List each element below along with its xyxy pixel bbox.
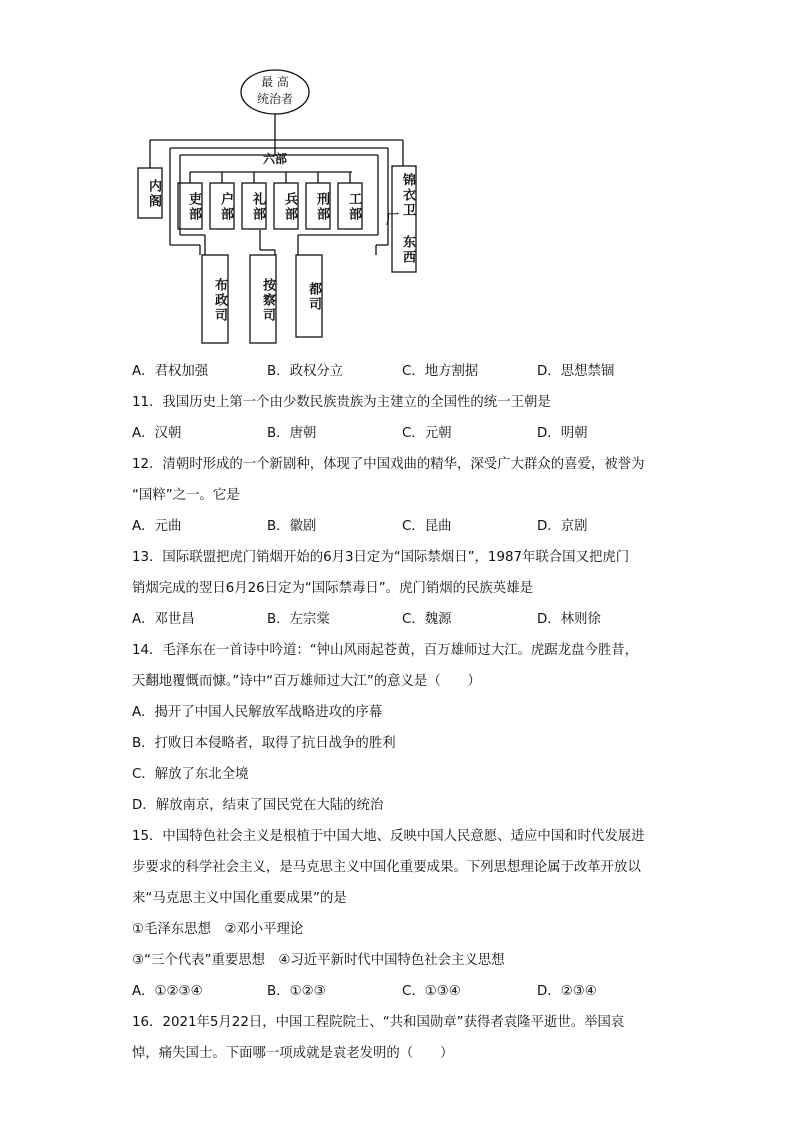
option-c[interactable]: C．昆曲 xyxy=(402,519,452,534)
option-a[interactable]: A．汉朝 xyxy=(132,426,182,441)
option-b[interactable]: B．政权分立 xyxy=(267,364,344,379)
option-c[interactable]: C．地方割据 xyxy=(402,364,479,379)
q15-stem-line: 来“马克思主义中国化重要成果”的是 xyxy=(132,891,347,906)
option-d[interactable]: D．解放南京，结束了国民党在大陆的统治 xyxy=(132,798,384,813)
option-c[interactable]: C．元朝 xyxy=(402,426,452,441)
option-b[interactable]: B．徽剧 xyxy=(267,519,317,534)
option-b[interactable]: B．①②③ xyxy=(267,984,326,999)
q15-items-line: ③“三个代表”重要思想 ④习近平新时代中国特色社会主义思想 xyxy=(132,953,505,968)
q15-stem-line: 步要求的科学社会主义，是马克思主义中国化重要成果。下列思想理论属于改革开放以 xyxy=(132,860,641,875)
q15-stem-line: 15．中国特色社会主义是根植于中国大地、反映中国人民意愿、适应中国和时代发展进 xyxy=(132,829,645,844)
option-b[interactable]: B．打败日本侵略者，取得了抗日战争的胜利 xyxy=(132,736,396,751)
buzhengsi-label: 布政司 xyxy=(212,277,227,323)
option-d[interactable]: D．思想禁锢 xyxy=(537,364,615,379)
ministry-label: 礼部 xyxy=(250,192,265,222)
option-a[interactable]: A．元曲 xyxy=(132,519,182,534)
option-d[interactable]: D．京剧 xyxy=(537,519,588,534)
anchasi-label: 按察司 xyxy=(260,277,275,323)
ministry-label: 刑部 xyxy=(314,192,329,222)
q12-stem-line: “国粹”之一。它是 xyxy=(132,488,240,503)
liubu-label: 六部 xyxy=(262,152,287,166)
q10-options xyxy=(132,356,672,387)
q13-stem-line: 13．国际联盟把虎门销烟开始的6月3日定为“国际禁烟日”，1987年联合国又把虎门 xyxy=(132,550,630,565)
q13-options xyxy=(132,604,672,635)
option-a[interactable]: A．①②③④ xyxy=(132,984,203,999)
q11-stem: 11．我国历史上第一个由少数民族贵族为主建立的全国性的统一王朝是 xyxy=(132,395,551,410)
ming-government-diagram xyxy=(120,60,440,350)
option-d[interactable]: D．林则徐 xyxy=(537,612,601,627)
dusi-label: 都司 xyxy=(306,282,321,312)
option-b[interactable]: B．左宗棠 xyxy=(267,612,330,627)
q15-options xyxy=(132,976,672,1007)
q13-stem-line: 销烟完成的翌日6月26日定为“国际禁毒日”。虎门销烟的民族英雄是 xyxy=(132,581,533,596)
q12-stem-line: 12．清朝时形成的一个新剧种，体现了中国戏曲的精华，深受广大群众的喜爱，被誉为 xyxy=(132,457,645,472)
top-ruler-label: 最 高 统治者 xyxy=(256,75,293,106)
q16-stem-line: 悼，痛失国士。下面哪一项成就是袁老发明的（ ） xyxy=(132,1046,454,1061)
ministry-label: 工部 xyxy=(346,192,361,222)
q16-stem-line: 16．2021年5月22日，中国工程院院士、“共和国勋章”获得者袁隆平逝世。举国哀 xyxy=(132,1015,625,1030)
option-c[interactable]: C．魏源 xyxy=(402,612,452,627)
option-c[interactable]: C．解放了东北全境 xyxy=(132,767,249,782)
q14-stem-line: 天翻地覆慨而慷。”诗中“百万雄师过大江”的意义是（ ） xyxy=(132,674,481,689)
option-a[interactable]: A．揭开了中国人民解放军战略进攻的序幕 xyxy=(132,705,383,720)
ministry-label: 户部 xyxy=(218,192,233,222)
option-a[interactable]: A．邓世昌 xyxy=(132,612,195,627)
ministry-label: 吏部 xyxy=(186,192,201,222)
option-b[interactable]: B．唐朝 xyxy=(267,426,317,441)
option-c[interactable]: C．①③④ xyxy=(402,984,461,999)
q11-options xyxy=(132,418,672,449)
option-a[interactable]: A．君权加强 xyxy=(132,364,209,379)
q12-options xyxy=(132,511,672,542)
q14-stem-line: 14．毛泽东在一首诗中吟道：“钟山风雨起苍黄，百万雄师过大江。虎踞龙盘今胜昔， xyxy=(132,643,639,658)
neige-label: 内阁 xyxy=(146,179,161,209)
question-content xyxy=(132,356,672,1069)
q15-items-line: ①毛泽东思想 ②邓小平理论 xyxy=(132,922,304,937)
jinyiwei-label: 锦衣卫 东西厂 xyxy=(383,173,415,265)
ministry-label: 兵部 xyxy=(282,192,297,222)
option-d[interactable]: D．明朝 xyxy=(537,426,588,441)
option-d[interactable]: D．②③④ xyxy=(537,984,597,999)
